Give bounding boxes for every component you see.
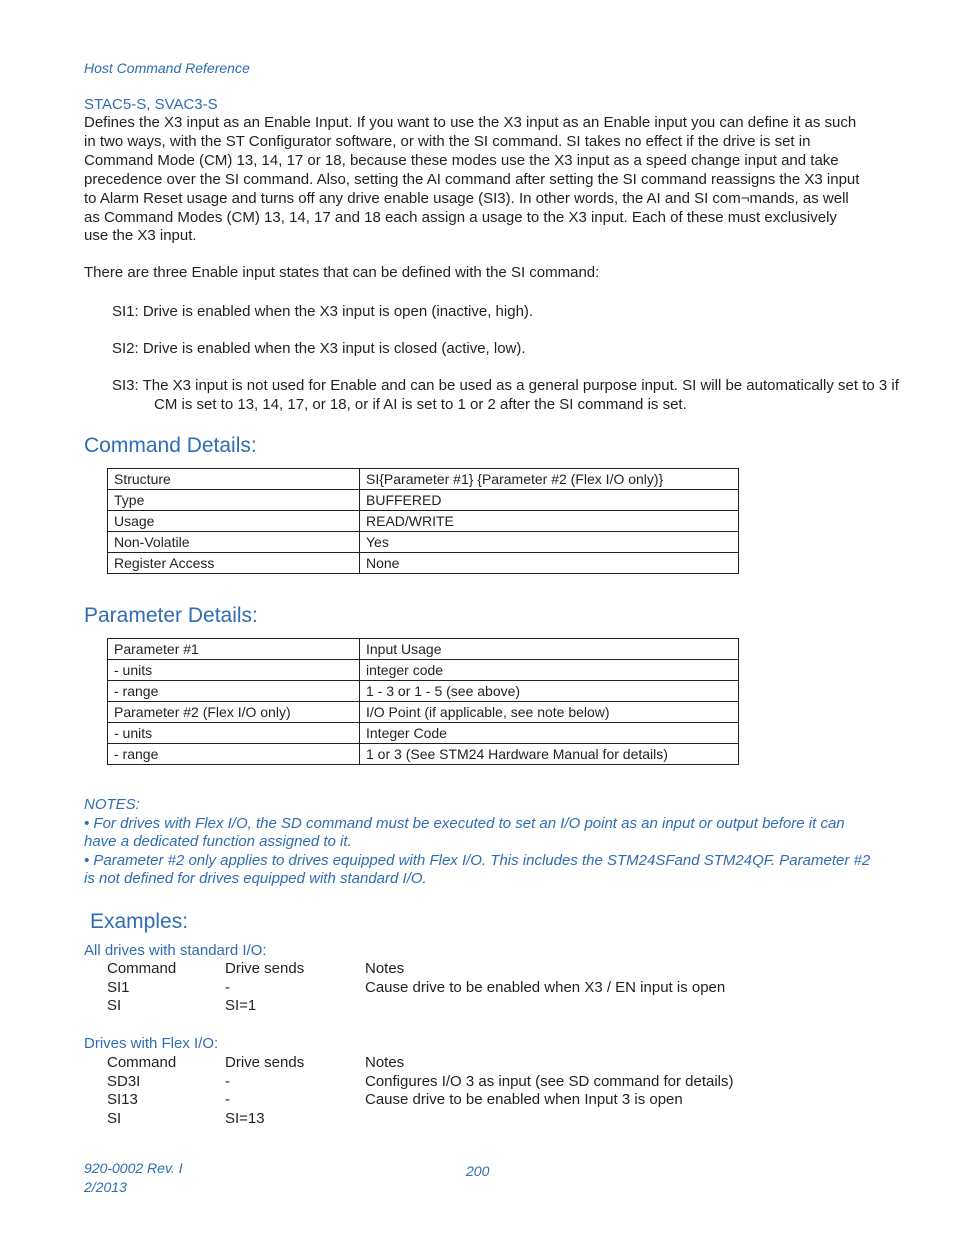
footer-doc-number: 920-0002 Rev. I — [84, 1160, 183, 1176]
state-si2: SI2: Drive is enabled when the X3 input is closed (active, low). — [112, 340, 526, 357]
examples-group-title: All drives with standard I/O: — [84, 942, 267, 959]
example-row — [107, 1110, 807, 1129]
param-name: - units — [108, 660, 360, 681]
table-row — [108, 681, 739, 702]
example-response: - — [225, 978, 230, 996]
notes-title: NOTES: — [84, 796, 140, 813]
page-number: 200 — [466, 1163, 490, 1179]
example-notes: Cause drive to be enabled when Input 3 is open — [365, 1091, 683, 1109]
field-value: None — [360, 553, 739, 574]
state-si3: SI3: The X3 input is not used for Enable and can be used as a general purpose input. SI will be automatically set to 3 if CM is set to 13, 14, 17, or 18, or if AI is set to 1 or 2 after the SI command is set. — [112, 377, 899, 413]
example-command: SI — [107, 997, 122, 1015]
examples-standard-io — [107, 960, 807, 1016]
table-row — [108, 660, 739, 681]
example-notes: Cause drive to be enabled when X3 / EN input is open — [365, 978, 726, 996]
param-value: integer code — [360, 660, 739, 681]
state-si1: SI1: Drive is enabled when the X3 input is open (inactive, high). — [112, 303, 534, 320]
param-name: Parameter #1 — [108, 639, 360, 660]
field-name: Usage — [108, 511, 360, 532]
command-details-heading: Command Details: — [84, 434, 257, 457]
table-row — [108, 511, 739, 532]
param-value: 1 or 3 (See STM24 Hardware Manual for details) — [360, 744, 739, 765]
states-intro: There are three Enable input states that can be defined with the SI command: — [84, 264, 600, 281]
example-response: Drive sends — [225, 960, 305, 977]
table-row — [108, 490, 739, 511]
example-command: SD3I — [107, 1072, 141, 1090]
example-command: SI13 — [107, 1091, 138, 1109]
field-value: BUFFERED — [360, 490, 739, 511]
example-command: SI1 — [107, 978, 130, 996]
parameter-details-heading: Parameter Details: — [84, 604, 258, 627]
param-value: Input Usage — [360, 639, 739, 660]
param-value: 1 - 3 or 1 - 5 (see above) — [360, 681, 739, 702]
command-details-table — [107, 468, 739, 574]
param-name: Parameter #2 (Flex I/O only) — [108, 702, 360, 723]
footer-date: 2/2013 — [84, 1179, 127, 1195]
example-response: Drive sends — [225, 1054, 305, 1071]
intro-paragraph: Defines the X3 input as an Enable Input. If you want to use the X3 input as an Enable input you can define it as such in two ways, with the ST Configurator software, or with the SI command. SI takes no effect if the drive is set in Command Mode (CM) 13, 14, 17 or 18, because these modes use the X3 input as a speed change input and take precedence over the SI command. Also, setting the AI command after setting the SI command reassigns the X3 input to Alarm Reset usage and turns off any drive enable usage (SI3). In other words, the AI and SI com¬mands, as well as Command Modes (CM) 13, 14, 17 and 18 each assign a usage to the X3 input. Each of these must exclusively use the X3 input. — [84, 114, 860, 245]
param-name: - range — [108, 744, 360, 765]
examples-group-title: Drives with Flex I/O: — [84, 1035, 219, 1052]
example-row — [107, 1054, 807, 1073]
field-value: READ/WRITE — [360, 511, 739, 532]
table-row — [108, 532, 739, 553]
example-notes: Notes — [365, 960, 405, 977]
field-name: Type — [108, 490, 360, 511]
example-row — [107, 997, 807, 1016]
model-list: STAC5-S, SVAC3-S — [84, 96, 218, 113]
examples-flex-io — [107, 1054, 807, 1129]
examples-heading: Examples: — [90, 910, 189, 933]
note-item: • Parameter #2 only applies to drives equipped with Flex I/O. This includes the STM24SFand STM24QF. Parameter #2 is not defined for drives equipped with standard I/O. — [84, 851, 871, 888]
example-command: Command — [107, 1054, 177, 1071]
example-response: - — [225, 1091, 230, 1109]
table-row — [108, 469, 739, 490]
table-row — [108, 744, 739, 765]
table-row — [108, 553, 739, 574]
param-name: - range — [108, 681, 360, 702]
param-value: I/O Point (if applicable, see note below) — [360, 702, 739, 723]
example-row — [107, 1073, 807, 1092]
example-row — [107, 979, 807, 998]
table-row — [108, 639, 739, 660]
example-row — [107, 960, 807, 979]
field-name: Structure — [108, 469, 360, 490]
parameter-details-table — [107, 638, 739, 765]
table-row — [108, 723, 739, 744]
example-notes: Configures I/O 3 as input (see SD command for details) — [365, 1072, 734, 1090]
param-value: Integer Code — [360, 723, 739, 744]
table-row — [108, 702, 739, 723]
example-row — [107, 1091, 807, 1110]
running-header: Host Command Reference — [84, 60, 250, 76]
example-command: SI — [107, 1110, 122, 1128]
field-value: Yes — [360, 532, 739, 553]
field-value: SI{Parameter #1} {Parameter #2 (Flex I/O only)} — [360, 469, 739, 490]
example-response: - — [225, 1072, 230, 1090]
field-name: Register Access — [108, 553, 360, 574]
note-item: • For drives with Flex I/O, the SD command must be executed to set an I/O point as an input or output before it can have a dedicated function assigned to it. — [84, 814, 845, 851]
param-name: - units — [108, 723, 360, 744]
field-name: Non-Volatile — [108, 532, 360, 553]
example-response: SI=13 — [225, 1110, 265, 1128]
notes-block — [84, 796, 874, 889]
example-notes: Notes — [365, 1054, 405, 1071]
example-response: SI=1 — [225, 997, 257, 1015]
example-command: Command — [107, 960, 177, 977]
